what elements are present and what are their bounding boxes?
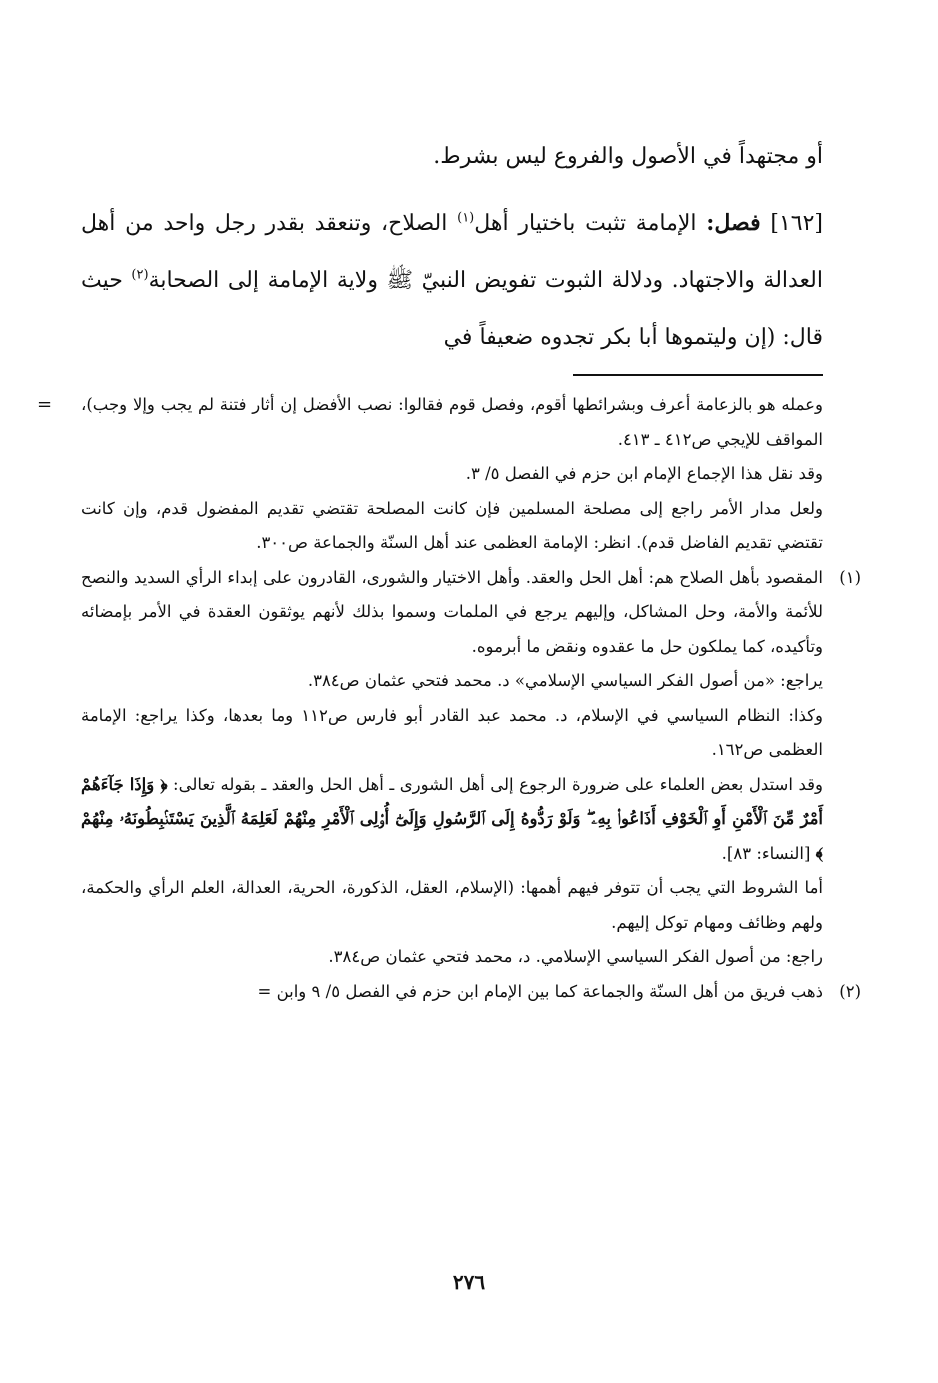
footnotes	[37, 388, 861, 1009]
footnote-ref-2: (٢)	[131, 267, 149, 283]
main-line-1: أو مجتهداً في الأصول والفروع ليس بشرط.	[433, 144, 823, 169]
continued-note-text-1: وعمله هو بالزعامة أعرف وبشرائطها أقوم، وفصل قوم فقالوا: نصب الأفضل إن أثار فتنة لم يجب وإلا وجب)، المواقف للإيجي ص٤١٢ ـ ٤١٣.	[81, 395, 823, 449]
section-number: [١٦٢]	[770, 211, 823, 236]
footnote-1-number: (١)	[839, 567, 861, 587]
page-number: ٢٧٦	[452, 1270, 486, 1294]
section-heading: فصل:	[706, 210, 761, 236]
paragraph-text-2: الصلاح، وتنعقد بقدر رجل واحد من أهل العدالة والاجتهاد. ودلالة الثبوت تفويض النبيّ ﷺ ولاية الإمامة إلى الصحابة	[81, 211, 823, 293]
footnote-1-p3: وكذا: النظام السياسي في الإسلام، د. محمد عبد القادر أبو فارس ص١١٢ وما بعدها، وكذا يراجع: الإمامة العظمى ص١٦٢.	[81, 705, 823, 759]
footnote-1-p5: أما الشروط التي يجب أن تتوفر فيهم أهمها: (الإسلام، العقل، الذكورة، الحرية، العدالة، العلم الرأي والحكمة، ولهم وظائف ومهام توكل إليهم.	[81, 878, 823, 932]
footnote-1-p6: راجع: من أصول الفكر السياسي الإسلامي. د، محمد فتحي عثمان ص٣٨٤.	[328, 947, 823, 966]
paragraph-text-1: الإمامة تثبت باختيار أهل	[474, 211, 697, 236]
footnote-ref-1: (١)	[457, 210, 475, 226]
continued-note-p2: وقد نقل هذا الإجماع الإمام ابن حزم في الفصل ٥/ ٣.	[465, 464, 823, 483]
footnote-2-number: (٢)	[839, 981, 861, 1001]
quran-verse: ﴿ وَإِذَا جَآءَهُمْ أَمْرٌ مِّنَ ٱلْأَمْنِ أَوِ ٱلْخَوْفِ أَذَاعُوا۟ بِهِۦ ۖ وَلَوْ رَدُّوهُ إِلَى ٱلرَّسُولِ وَإِلَىٰٓ أُو۟لِى ٱلْأَمْرِ مِنْهُمْ لَعَلِمَهُ ٱلَّذِينَ يَسْتَنۢبِطُونَهُۥ مِنْهُمْ ﴾	[81, 774, 823, 863]
footnote-2-p1	[81, 975, 861, 1010]
footnote-2-text: ذهب فريق من أهل السنّة والجماعة كما بين الإمام ابن حزم في الفصل ٥/ ٩ وابن =	[257, 981, 823, 1001]
continued-note-p1	[37, 388, 823, 457]
verse-reference: [النساء: ٨٣].	[721, 843, 816, 863]
footnote-1-p4	[81, 768, 823, 872]
continued-note-p3: ولعل مدار الأمر راجع إلى مصلحة المسلمين فإن كانت المصلحة تقتضي تقديم المفضول قدم، وإن كانت تقتضي تقديم الفاضل قدم). انظر: الإمامة العظمى عند أهل السنّة والجماعة ص٣٠٠.	[81, 498, 823, 552]
footnote-1-p1	[81, 561, 861, 665]
continuation-mark: =	[37, 394, 53, 415]
paragraph-text-3: حيث قال: (إن وليتموها أبا بكر تجدوه ضعيفاً في	[81, 268, 823, 350]
main-text	[81, 128, 823, 366]
footnote-1-p4-intro: وقد استدل بعض العلماء على ضرورة الرجوع إلى أهل الشورى ـ أهل الحل والعقد ـ بقوله تعالى:	[167, 774, 824, 794]
main-paragraph	[81, 195, 823, 366]
footnote-1-p2: يراجع: «من أصول الفكر السياسي الإسلامي» د. محمد فتحي عثمان ص٣٨٤.	[307, 671, 823, 690]
footnote-separator	[573, 374, 823, 376]
footnote-1-text: المقصود بأهل الصلاح هم: أهل الحل والعقد. وأهل الاختيار والشورى، القادرون على إبداء الرأي السديد والنصح للأئمة والأمة، وحل المشاكل، وإليهم يرجع في الملمات وسموا بذلك لأنهم يوثقون العقدة في الأمر بإمضائه وتأكيده، كما يملكون حل ما عقدوه ونقض ما أبرموه.	[81, 567, 823, 656]
